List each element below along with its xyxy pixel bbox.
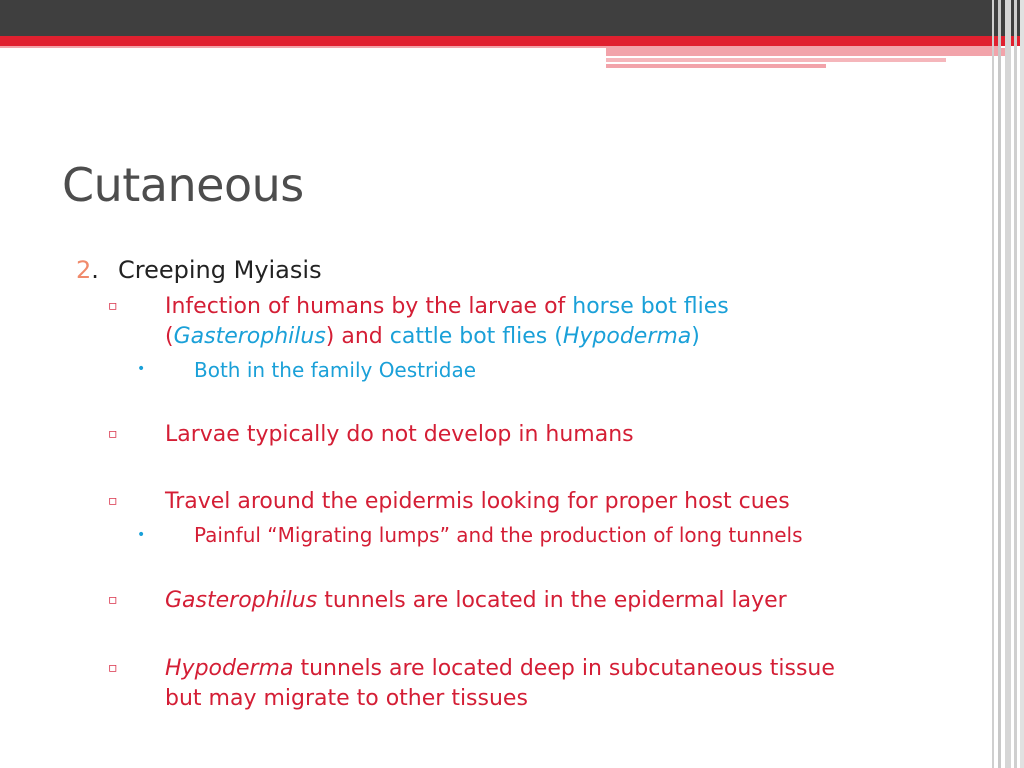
list-item-continuation: but may migrate to other tissues [165, 686, 528, 711]
square-bullet-icon: ▫ [108, 493, 118, 509]
list-item: Hypoderma tunnels are located deep in subcutaneous tissue [165, 656, 835, 681]
square-bullet-icon: ▫ [108, 592, 118, 608]
list-item: Infection of humans by the larvae of horse bot flies [165, 294, 729, 319]
sub-item: Both in the family Oestridae [194, 358, 477, 382]
list-number-value: 2 [76, 256, 92, 284]
list-number-dot: . [91, 256, 99, 284]
list-item: Gasterophilus tunnels are located in the epidermal layer [165, 588, 787, 613]
sub-item: Painful “Migrating lumps” and the production of long tunnels [194, 523, 803, 547]
slide-title: Cutaneous [62, 158, 304, 212]
dot-bullet-icon: • [137, 527, 146, 543]
square-bullet-icon: ▫ [108, 298, 118, 314]
list-item-continuation: (Gasterophilus) and cattle bot flies (Hypoderma) [165, 324, 700, 349]
dot-bullet-icon: • [137, 361, 146, 377]
square-bullet-icon: ▫ [108, 660, 118, 676]
heading-label: Creeping Myiasis [118, 256, 322, 284]
list-item: Travel around the epidermis looking for proper host cues [165, 489, 790, 514]
list-number [76, 256, 99, 284]
square-bullet-icon: ▫ [108, 426, 118, 442]
list-item: Larvae typically do not develop in humans [165, 422, 634, 447]
